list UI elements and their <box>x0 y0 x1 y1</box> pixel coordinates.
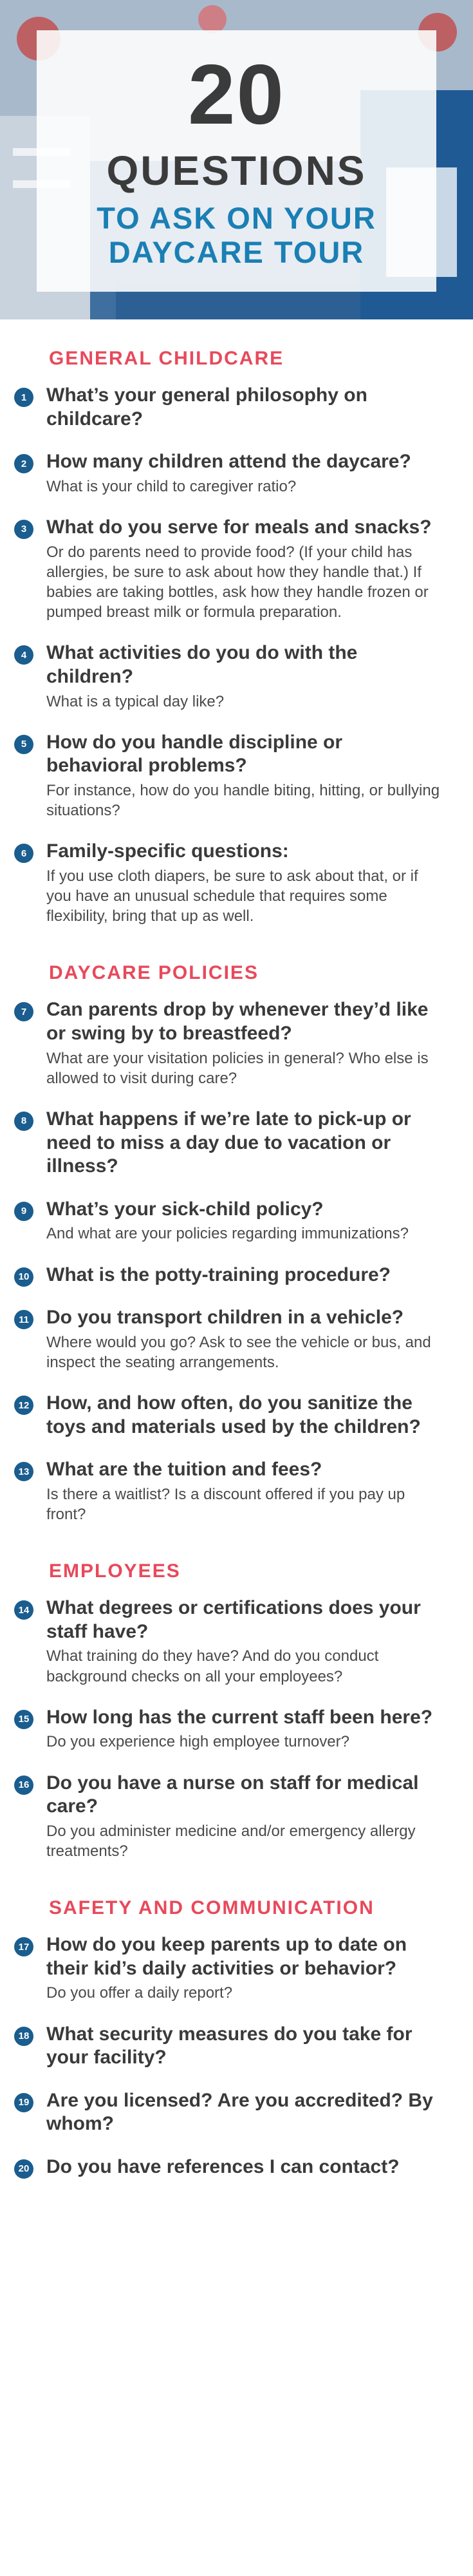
question-item <box>14 450 443 497</box>
question-text: What activities do you do with the children? <box>46 642 358 687</box>
number-badge: 13 <box>14 1462 33 1481</box>
question-text: What’s your sick-child policy? <box>46 1198 324 1220</box>
number-badge: 3 <box>14 520 33 539</box>
section-title: EMPLOYEES <box>49 1560 181 1582</box>
title-card <box>37 30 436 292</box>
number-badge: 8 <box>14 1112 33 1131</box>
question-item <box>14 1392 443 1439</box>
question-text: What happens if we’re late to pick-up or need to miss a day due to vacation or illness? <box>46 1108 411 1177</box>
number-badge: 6 <box>14 844 33 863</box>
section-spacer <box>14 1544 443 1560</box>
section-title: GENERAL CHILDCARE <box>49 348 284 369</box>
question-detail: Or do parents need to provide food? (If your child has allergies, be sure to ask about how they handle that.) If babies are taking bottles, ask how they handle frozen or pumped breast milk or formula preparation. <box>46 543 429 621</box>
question-text: Do you transport children in a vehicle? <box>46 1307 404 1329</box>
number-badge: 7 <box>14 1002 33 1021</box>
question-item <box>14 1933 443 2003</box>
question-text: How do you handle discipline or behavioral problems? <box>46 731 343 777</box>
number-badge: 1 <box>14 388 33 407</box>
question-detail: Do you administer medicine and/or emergency allergy treatments? <box>46 1822 416 1860</box>
number-badge: 14 <box>14 1600 33 1620</box>
number-badge: 17 <box>14 1937 33 1956</box>
question-detail: What training do they have? And do you conduct background checks on all your employees? <box>46 1647 379 1685</box>
question-detail: What are your visitation policies in general? Who else is allowed to visit during care? <box>46 1049 429 1087</box>
section-title: DAYCARE POLICIES <box>49 962 259 984</box>
question-text: Family-specific questions: <box>46 840 289 862</box>
section-safety-communication <box>14 1897 443 2179</box>
question-detail: And what are your policies regarding immunizations? <box>46 1225 409 1243</box>
question-item <box>14 1264 443 1287</box>
question-item <box>14 641 443 711</box>
question-text: Do you have a nurse on staff for medical care? <box>46 1772 419 1817</box>
question-text: What is the potty-training procedure? <box>46 1264 391 1285</box>
question-item <box>14 2155 443 2179</box>
number-badge: 11 <box>14 1310 33 1329</box>
number-badge: 19 <box>14 2093 33 2112</box>
question-item <box>14 1458 443 1524</box>
question-item <box>14 384 443 431</box>
question-detail: What is your child to caregiver ratio? <box>46 477 297 495</box>
question-text: What degrees or certifications does your staff have? <box>46 1597 421 1642</box>
question-detail: Is there a waitlist? Is a discount offered if you pay up front? <box>46 1485 405 1524</box>
question-text: How many children attend the daycare? <box>46 451 411 473</box>
number-badge: 5 <box>14 735 33 754</box>
question-text: How, and how often, do you sanitize the toys and materials used by the children? <box>46 1392 421 1437</box>
question-text: How do you keep parents up to date on their kid’s daily activities or behavior? <box>46 1934 407 1979</box>
question-detail: What is a typical day like? <box>46 692 225 710</box>
question-detail: For instance, how do you handle biting, hitting, or bullying situations? <box>46 781 440 820</box>
title-questions: QUESTIONS <box>106 147 367 194</box>
number-badge: 4 <box>14 645 33 665</box>
question-item <box>14 1706 443 1752</box>
title-subtitle-line1: TO ASK ON YOUR <box>97 201 376 235</box>
question-list <box>0 319 473 2179</box>
question-text: What security measures do you take for your facility? <box>46 2023 413 2069</box>
section-spacer <box>14 945 443 962</box>
title-number: 20 <box>188 47 285 142</box>
question-item <box>14 516 443 622</box>
number-badge: 18 <box>14 2027 33 2046</box>
section-title: SAFETY AND COMMUNICATION <box>49 1897 375 1919</box>
question-text: Do you have references I can contact? <box>46 2155 400 2177</box>
question-item <box>14 998 443 1088</box>
question-item <box>14 2023 443 2070</box>
question-item <box>14 731 443 821</box>
question-item <box>14 2089 443 2136</box>
section-general-childcare <box>14 348 443 926</box>
number-badge: 9 <box>14 1202 33 1221</box>
question-item <box>14 1772 443 1862</box>
number-badge: 16 <box>14 1776 33 1795</box>
question-item <box>14 1198 443 1244</box>
question-item <box>14 1306 443 1372</box>
number-badge: 10 <box>14 1267 33 1287</box>
header-banner <box>0 0 473 319</box>
question-text: Can parents drop by whenever they’d like or swing by to breastfeed? <box>46 999 429 1044</box>
question-item <box>14 1596 443 1687</box>
question-detail: If you use cloth diapers, be sure to ask about that, or if you have an unusual schedule that requires some flexibility, bring that up as well. <box>46 867 418 925</box>
number-badge: 15 <box>14 1710 33 1729</box>
question-detail: Where would you go? Ask to see the vehicle or bus, and inspect the seating arrangements. <box>46 1333 431 1371</box>
question-detail: Do you experience high employee turnover? <box>46 1733 349 1751</box>
question-item <box>14 840 443 926</box>
section-spacer <box>14 1880 443 1897</box>
number-badge: 2 <box>14 454 33 473</box>
question-text: Are you licensed? Are you accredited? By whom? <box>46 2089 433 2135</box>
question-text: What are the tuition and fees? <box>46 1459 322 1481</box>
question-item <box>14 1108 443 1179</box>
question-text: What’s your general philosophy on childcare? <box>46 384 367 430</box>
number-badge: 12 <box>14 1396 33 1415</box>
section-daycare-policies <box>14 962 443 1524</box>
question-text: How long has the current staff been here? <box>46 1706 433 1728</box>
title-subtitle-line2: DAYCARE TOUR <box>108 234 365 269</box>
question-text: What do you serve for meals and snacks? <box>46 516 432 538</box>
number-badge: 20 <box>14 2159 33 2179</box>
question-detail: Do you offer a daily report? <box>46 1984 233 2002</box>
section-employees <box>14 1560 443 1861</box>
